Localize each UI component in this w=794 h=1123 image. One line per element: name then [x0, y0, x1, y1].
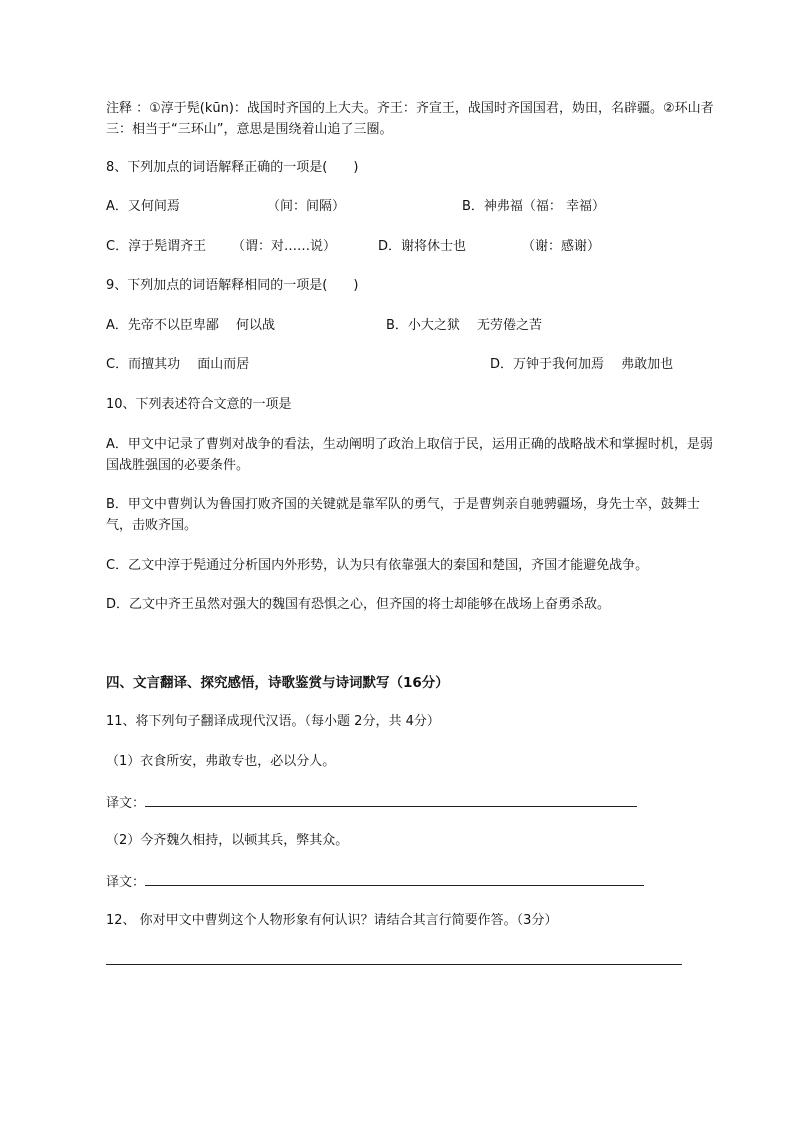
q9-option-c: C．而擅其功 面山而居	[106, 357, 250, 372]
q8-option-d-note: （谢：感谢）	[522, 239, 601, 254]
q8-option-c: C．淳于髡谓齐王	[106, 239, 207, 254]
q11-sentence-1: （1）衣食所安，弗敢专也，必以分人。	[106, 754, 336, 769]
answer-line-segment[interactable]	[145, 792, 365, 807]
q10-option-c: C．乙文中淳于髡通过分析国内外形势，认为只有依靠强大的秦国和楚国，齐国才能避免战争。	[106, 558, 649, 573]
question-10-stem: 10、下列表述符合文意的一项是	[106, 397, 292, 412]
answer-line-segment[interactable]	[145, 871, 371, 886]
q11-sentence-2: （2）今齐魏久相持，以顿其兵，弊其众。	[106, 833, 349, 848]
q8-option-d: D．谢将休士也	[378, 239, 467, 254]
question-8-stem: 8、下列加点的词语解释正确的一项是( )	[106, 160, 359, 175]
q11-answer-row-1	[106, 792, 637, 814]
section-4-heading: 四、文言翻译、探究感悟，诗歌鉴赏与诗词默写（16分）	[106, 675, 449, 691]
answer-line-segment[interactable]	[346, 963, 682, 965]
q8-option-c-note: （谓：对……说）	[232, 239, 337, 254]
question-12-stem: 12、 你对甲文中曹刿这个人物形象有何认识？请结合其言行简要作答。（3分）	[106, 913, 558, 928]
question-9-stem: 9、下列加点的词语解释相同的一项是( )	[106, 278, 359, 293]
q10-option-d: D．乙文中齐王虽然对强大的魏国有恐惧之心，但齐国的将士却能够在战场上奋勇杀敌。	[106, 597, 611, 612]
answer-line-segment[interactable]	[106, 963, 346, 965]
answer-label: 译文：	[106, 796, 146, 811]
q12-answer-row	[106, 952, 682, 972]
q8-option-a-note: （间：间隔）	[267, 199, 346, 214]
q8-option-b: B．神弗福（福： 幸福）	[462, 199, 606, 214]
q8-option-a: A．又何间焉	[106, 199, 180, 214]
q10-option-b: B．甲文中曹刿认为鲁国打败齐国的关键就是靠军队的勇气，于是曹刿亲自驰骋疆场，身先士卒，鼓舞士气，击败齐国。	[106, 497, 700, 533]
answer-line-segment[interactable]	[371, 871, 644, 886]
q11-answer-row-2	[106, 871, 644, 893]
question-11-stem: 11、将下列句子翻译成现代汉语。（每小题 2分，共 4分）	[106, 714, 440, 729]
answer-line-segment[interactable]	[365, 792, 637, 807]
annotation-note: 注释 ：①淳于髡(kūn)：战国时齐国的上大夫。齐王：齐宣王，战国时齐国国君，妫田，名辟疆。②环山者三：相当于“三环山”，意思是围绕着山追了三圈。	[106, 101, 714, 137]
q9-option-b: B．小大之狱 无劳倦之苦	[386, 318, 543, 333]
q10-option-a: A．甲文中记录了曹刿对战争的看法，生动阐明了政治上取信于民，运用正确的战略战术和掌握时机，是弱国战胜强国的必要条件。	[106, 437, 713, 473]
q9-option-a: A．先帝不以臣卑鄙 何以战	[106, 318, 276, 333]
q9-option-d: D．万钟于我何加焉 弗敢加也	[490, 357, 674, 372]
answer-label: 译文：	[106, 875, 146, 890]
